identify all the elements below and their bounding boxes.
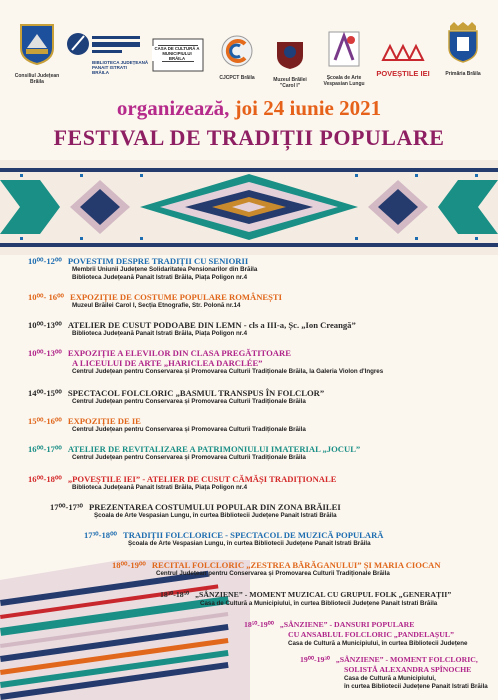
event-item [28,256,257,282]
event-venue: Membrii Uniunii Județene Solidaritatea Pensionarilor din Brăila [72,266,258,273]
event-item [50,502,341,520]
event-venue: Centrul Județean pentru Conservarea și Promovarea Culturii Tradiționale Brăila [72,454,306,461]
event-venue: în curtea Bibliotecii Județene Panait Istrati Brăila [344,683,488,690]
logo-caption: POVEȘTILE IEI [376,69,430,78]
event-title: SPECTACOL FOLCLORIC „BASMUL TRANSPUS ÎN FOLCLOR” [67,388,325,398]
event-title: RECITAL FOLCLORIC „ZESTREA BĂRĂGANULUI” ȘI MARIA CIOCAN [151,560,441,570]
event-item [28,388,324,406]
logo-caption: Consiliul Județean Brăila [14,73,60,85]
event-item [28,320,356,338]
event-title: „POVEȘTILE IEI” - ATELIER DE CUSUT CĂMĂȘI TRADIȚIONALE [67,474,337,484]
event-title: „SÂNZIENE” - DANSURI POPULARE [279,620,415,629]
event-venue: Casa de Cultură a Municipiului, [344,675,436,682]
logo-caption: BIBLIOTECA JUDEȚEANĂ PANAIT ISTRATI BRĂILA [92,60,149,75]
event-item [244,620,467,648]
event-venue: Centrul Județean pentru Conservarea și Promovarea Culturii Tradiționale Brăila [72,426,306,433]
logo-caption: Muzeul Brăilei "Carol I" [273,77,307,89]
event-venue: Centrul Județean pentru Conservarea și Promovarea Culturii Tradiționale Brăila [156,570,390,577]
event-title: PREZENTAREA COSTUMULUI POPULAR DIN ZONA BRĂILEI [88,502,341,512]
logo-caption: CJCPCT Brăila [219,75,255,81]
event-venue: Biblioteca Județeană Panait Istrati Brăila, Piața Poligon nr.4 [72,274,248,281]
event-venue: Casa de Cultură a Municipiului, în curtea Bibliotecii Județene Panait Istrati Brăila [200,600,438,607]
event-title-line-2: CU ANSABLUL FOLCLORIC „PANDELAȘUL” [288,630,454,639]
event-time: 15⁰⁰-16⁰⁰ [28,416,62,426]
logo-caption: CASA DE CULTURĂ A MUNICIPIULUI BRĂILA [152,46,202,61]
event-title: TRADIȚII FOLCLORICE - SPECTACOL DE MUZICĂ POPULARĂ [122,530,384,540]
event-item [28,292,282,310]
event-title: EXPOZIȚIE A ELEVILOR DIN CLASA PREGĂTITOARE [67,348,291,358]
event-title: EXPOZIȚIE DE COSTUME POPULARE ROMÂNEȘTI [69,292,282,302]
event-venue: Muzeul Brăilei Carol I, Secția Etnografie, Str. Polonă nr.14 [72,302,241,309]
event-title: EXPOZIȚIE DE IE [67,416,141,426]
event-time: 18⁵⁰-19⁰⁰ [244,620,274,629]
event-time: 10⁰⁰-13⁰⁰ [28,348,62,358]
event-time: 17⁰⁰-17³⁰ [50,502,83,512]
event-title: ATELIER DE CUSUT PODOABE DIN LEMN - cls a III-a, Șc. „Ion Creangă” [67,320,356,330]
logo-caption: Primăria Brăila [445,71,481,77]
event-time: 18⁰⁰-19⁰⁰ [112,560,146,570]
event-item [84,530,384,548]
event-venue: Biblioteca Județeană Panait Istrati Brăila, Piața Poligon nr.4 [72,330,248,337]
event-item [28,348,383,376]
event-time: 14⁰⁰-15⁰⁰ [28,388,62,398]
event-title: „SÂNZIENE” - MOMENT FOLCLORIC, [335,655,478,664]
event-venue: Biblioteca Județeană Panait Istrati Brăila, Piața Poligon nr.4 [72,484,248,491]
event-item [28,474,336,492]
event-item [300,655,488,691]
event-time: 10⁰⁰-12⁰⁰ [28,256,62,266]
logo-caption: Școala de Arte Vespasian Lungu [323,75,365,87]
event-item [28,416,306,434]
event-title-line-2: A LICEULUI DE ARTE „HARICLEA DARCLÉE” [72,358,263,368]
event-time: 10⁰⁰-13⁰⁰ [28,320,62,330]
event-venue: Școala de Arte Vespasian Lungu, în curtea Bibliotecii Județene Panait Istrati Brăila [128,540,371,547]
festival-title: FESTIVAL DE TRADIȚII POPULARE [53,125,445,150]
event-title: POVESTIM DESPRE TRADIȚII CU SENIORII [67,256,249,266]
event-time: 16⁰⁰-17⁰⁰ [28,444,62,454]
event-venue: Școala de Arte Vespasian Lungu, în curtea Bibliotecii Județene Panait Istrati Brăila [94,512,337,519]
event-venue: Centrul Județean pentru Conservarea și Promovarea Culturii Tradiționale Brăila [72,398,306,405]
event-venue: Casa de Cultură a Municipiului, în curtea Bibliotecii Județene [288,640,468,647]
organizeaza-text: organizează, [116,96,230,120]
event-item [28,444,360,462]
event-venue: Centrul Județean pentru Conservarea și Promovarea Culturii Tradiționale Brăila, la Galeria Violon d'Ingres [72,368,384,375]
event-item [112,560,441,578]
event-date: joi 24 iunie 2021 [234,96,382,120]
event-time: 10⁰⁰- 16⁰⁰ [28,292,64,302]
event-title: ATELIER DE REVITALIZARE A PATRIMONIULUI IMATERIAL „JOCUL” [67,444,361,454]
event-title: „SÂNZIENE” - MOMENT MUZICAL CU GRUPUL FOLK „GENERAȚII” [195,590,452,599]
event-time: 18³⁰-18⁵⁰ [160,590,190,599]
event-time: 19⁰⁰-19³⁰ [300,655,330,664]
event-time: 17³⁰-18⁰⁰ [84,530,117,540]
event-title-line-2: SOLISTĂ ALEXANDRA SPÎNOCHE [344,665,472,674]
event-item [160,590,451,608]
event-time: 16⁰⁰-18⁰⁰ [28,474,62,484]
